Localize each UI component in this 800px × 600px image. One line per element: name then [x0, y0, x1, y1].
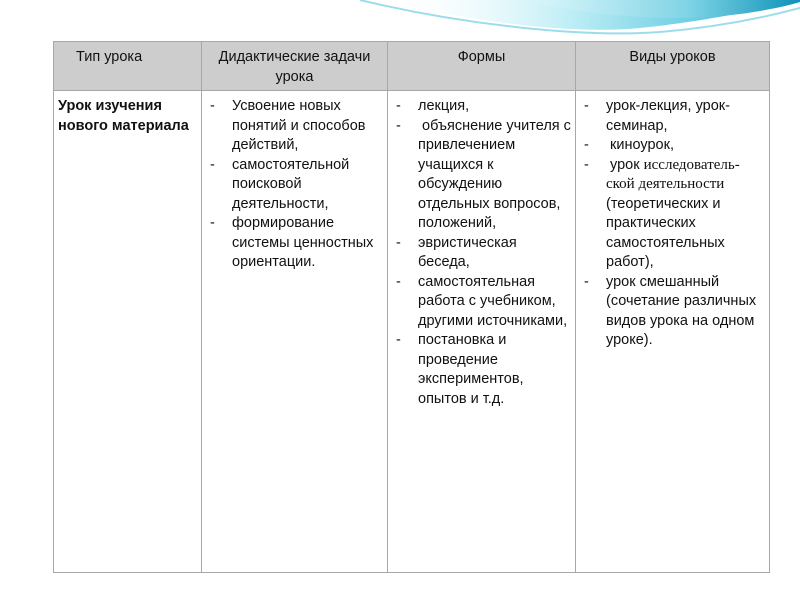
list-item: - объяснение учителя с привлечением учащихся к обсуждению отдельных вопросов, положений, [396, 117, 575, 231]
table-header-row [54, 42, 770, 91]
list-item: - киноурок, [584, 137, 674, 153]
lesson-type-cell: Урок изучения нового материала [54, 91, 202, 573]
forms-list [392, 97, 575, 409]
list-item: - эвристическая беседа, [396, 234, 517, 270]
list-item: - урок исследователь-ской деятельности (теоретических и практических самостоятельных работ), [584, 156, 740, 270]
list-item: - Усвоение новых понятий и способов действий, [210, 98, 366, 153]
serif-text: исследователь-ской деятельности [606, 156, 740, 192]
list-item: - лекция, [396, 98, 470, 114]
tasks-cell [202, 91, 388, 573]
kinds-list [580, 97, 765, 351]
list-item: - самостоятельная работа с учебником, другими источниками, [396, 273, 568, 329]
header-lesson-type: Тип урока [54, 42, 202, 91]
list-item: - постановка и проведение экспериментов, опытов и т.д. [396, 332, 524, 407]
lesson-types-table [53, 41, 770, 573]
header-didactic-tasks: Дидактические задачи урока [202, 42, 388, 91]
header-lesson-kinds: Виды уроков [576, 42, 770, 91]
list-item: - самостоятельной поисковой деятельности, [210, 156, 350, 212]
list-item: - формирование системы ценностных ориентации. [210, 215, 374, 270]
list-item: - урок смешанный (сочетание различных видов урока на одном уроке). [584, 273, 757, 348]
header-forms: Формы [388, 42, 576, 91]
table-row [54, 91, 770, 573]
tasks-list [206, 97, 383, 273]
forms-cell [388, 91, 576, 573]
kinds-cell [576, 91, 770, 573]
list-item: - урок-лекция, урок-семинар, [584, 98, 730, 134]
